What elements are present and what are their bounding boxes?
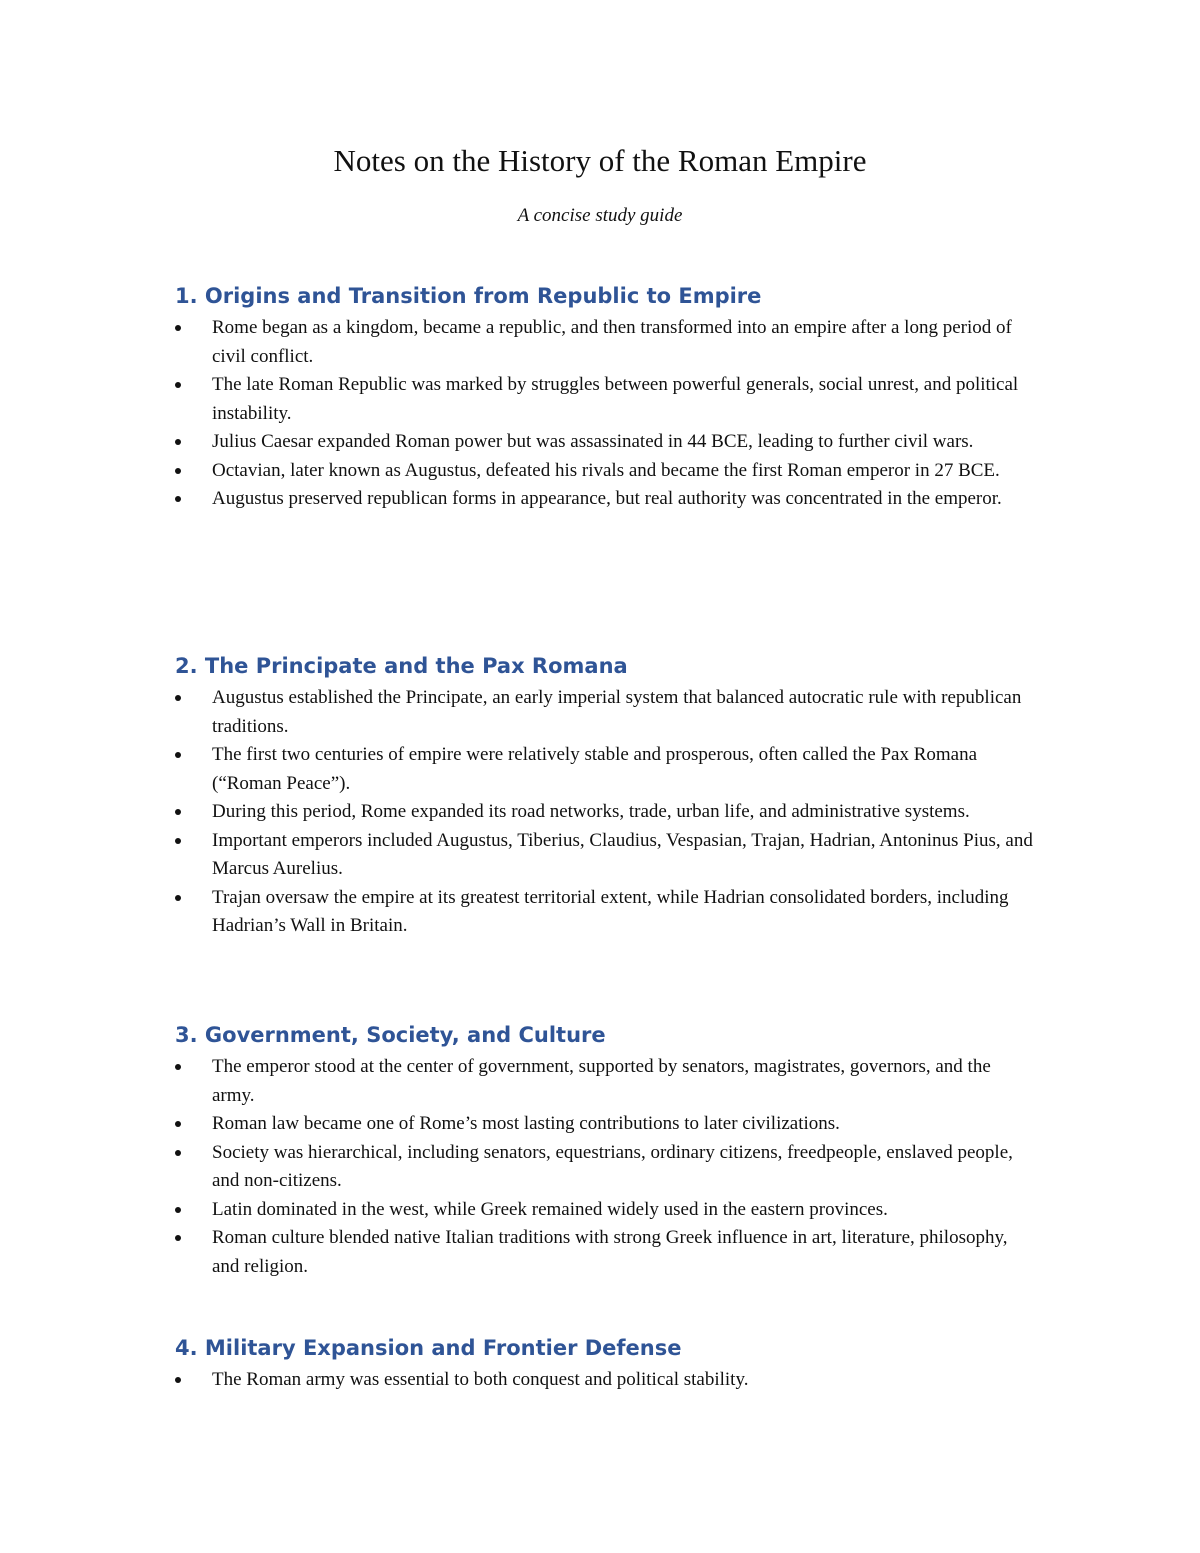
list-item xyxy=(175,741,1035,798)
list-item-text: Roman culture blended native Italian traditions with strong Greek influence in art, literature, philosophy, and religion. xyxy=(212,1227,1008,1277)
bullet-icon xyxy=(175,1377,181,1383)
list-item xyxy=(175,1053,1035,1110)
list-item xyxy=(175,827,1035,884)
bullet-icon xyxy=(175,752,181,758)
section-principate xyxy=(175,651,1035,941)
list-item-text: Latin dominated in the west, while Greek remained widely used in the eastern provinces. xyxy=(212,1198,888,1220)
document-subtitle: A concise study guide xyxy=(517,205,683,226)
bullet-icon xyxy=(175,838,181,844)
bullet-icon xyxy=(175,325,181,331)
bullet-icon xyxy=(175,809,181,815)
list-item-text: Augustus preserved republican forms in appearance, but real authority was concentrated in the emperor. xyxy=(212,488,1002,509)
section-heading: 3. Government, Society, and Culture xyxy=(175,1023,606,1047)
list-item-text: During this period, Rome expanded its road networks, trade, urban life, and administrative systems. xyxy=(212,801,970,822)
list-item xyxy=(175,798,1035,827)
list-item xyxy=(175,1139,1035,1196)
section-military xyxy=(175,1333,1035,1395)
bullet-icon xyxy=(175,895,181,901)
bullet-icon xyxy=(175,439,181,445)
list-item-text: Octavian, later known as Augustus, defeated his rivals and became the first Roman emperor in 27 BCE. xyxy=(212,459,1000,481)
bullet-icon xyxy=(175,1207,181,1213)
list-item xyxy=(175,485,1035,514)
list-item-text: Roman law became one of Rome’s most lasting contributions to later civilizations. xyxy=(212,1113,840,1134)
list-item xyxy=(175,371,1035,428)
bullet-icon xyxy=(175,695,181,701)
bullet-list xyxy=(175,1053,1035,1281)
list-item xyxy=(175,428,1035,457)
section-heading: 2. The Principate and the Pax Romana xyxy=(175,654,628,678)
bullet-icon xyxy=(175,496,181,502)
list-item-text: Trajan oversaw the empire at its greatest territorial extent, while Hadrian consolidated borders, including Hadrian’s Wall in Britain. xyxy=(212,886,1009,936)
document-title: Notes on the History of the Roman Empire xyxy=(333,143,867,178)
list-item xyxy=(175,1224,1035,1281)
list-item xyxy=(175,1196,1035,1225)
list-item-text: Important emperors included Augustus, Tiberius, Claudius, Vespasian, Trajan, Hadrian, Antoninus Pius, and Marcus Aurelius. xyxy=(212,829,1033,879)
bullet-icon xyxy=(175,382,181,388)
list-item-text: The first two centuries of empire were relatively stable and prosperous, often called the Pax Romana (“Roman Peace”). xyxy=(212,744,978,794)
list-item-text: Julius Caesar expanded Roman power but was assassinated in 44 BCE, leading to further civil wars. xyxy=(212,431,974,452)
list-item xyxy=(175,1366,1035,1395)
list-item-text: The emperor stood at the center of government, supported by senators, magistrates, governors, and the army. xyxy=(212,1056,991,1106)
list-item-text: The late Roman Republic was marked by struggles between powerful generals, social unrest, and political instability. xyxy=(212,374,1019,424)
list-item xyxy=(175,314,1035,371)
list-item xyxy=(175,1110,1035,1139)
bullet-icon xyxy=(175,1150,181,1156)
bullet-list xyxy=(175,684,1035,941)
bullet-icon xyxy=(175,468,181,474)
list-item-text: Society was hierarchical, including senators, equestrians, ordinary citizens, freedpeople, enslaved people, and non-citizens. xyxy=(212,1141,1013,1191)
list-item xyxy=(175,457,1035,486)
list-item xyxy=(175,884,1035,941)
list-item-text: Rome began as a kingdom, became a republic, and then transformed into an empire after a long period of civil conflict. xyxy=(212,317,1012,367)
section-origins xyxy=(175,281,1035,514)
bullet-icon xyxy=(175,1121,181,1127)
bullet-icon xyxy=(175,1235,181,1241)
bullet-icon xyxy=(175,1064,181,1070)
list-item xyxy=(175,684,1035,741)
bullet-list xyxy=(175,314,1035,514)
bullet-list xyxy=(175,1366,1035,1395)
list-item-text: The Roman army was essential to both conquest and political stability. xyxy=(212,1369,749,1390)
section-heading: 1. Origins and Transition from Republic to Empire xyxy=(175,284,762,308)
section-government xyxy=(175,1020,1035,1281)
section-heading: 4. Military Expansion and Frontier Defense xyxy=(175,1336,682,1360)
list-item-text: Augustus established the Principate, an early imperial system that balanced autocratic rule with republican traditions. xyxy=(212,687,1022,737)
